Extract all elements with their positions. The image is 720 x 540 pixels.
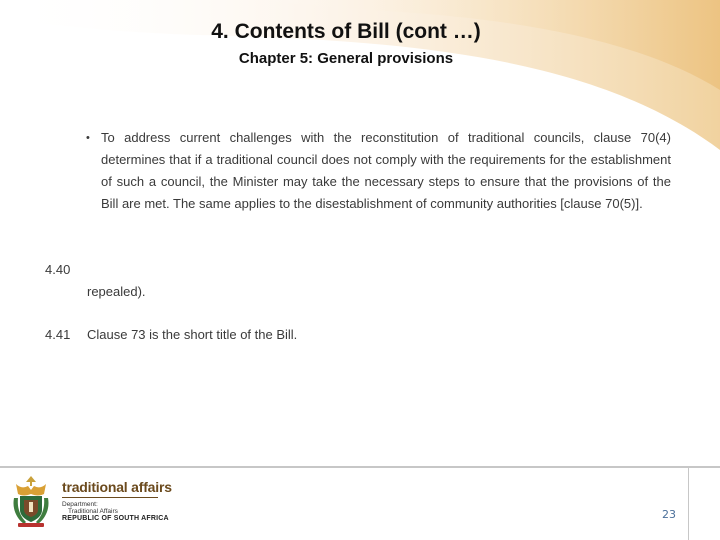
paragraph-number: 4.41 <box>45 327 71 342</box>
bullet-marker: • <box>86 132 90 144</box>
bullet-item <box>86 127 671 215</box>
bullet-text: To address current challenges with the reconstitution of traditional councils, clause 70(4) determines that if a traditional council does not comply with the requirements for the establishment of such a council, the Minister may take the necessary steps to ensure that the provisions of the Bill are met. The same applies to the disestablishment of community authorities [clause 70(5)]. <box>101 130 671 211</box>
brand-underline <box>62 497 158 498</box>
footer-vertical-divider <box>688 466 689 540</box>
department-label: Department: <box>62 501 98 508</box>
slide-title: 4. Contents of Bill (cont …) <box>211 20 481 43</box>
footer-divider <box>0 466 720 468</box>
brand-name: traditional affairs <box>62 479 172 495</box>
paragraph-number: 4.40 <box>45 262 71 277</box>
page-number: 23 <box>662 508 676 521</box>
paragraph-text: repealed). <box>87 284 146 299</box>
department-name: Traditional Affairs <box>68 508 118 515</box>
slide-subtitle: Chapter 5: General provisions <box>238 50 454 67</box>
paragraph-text: Clause 73 is the short title of the Bill. <box>87 327 298 342</box>
coat-of-arms-icon <box>10 474 52 528</box>
country-name: REPUBLIC OF SOUTH AFRICA <box>62 515 169 522</box>
department-logo <box>10 474 180 530</box>
